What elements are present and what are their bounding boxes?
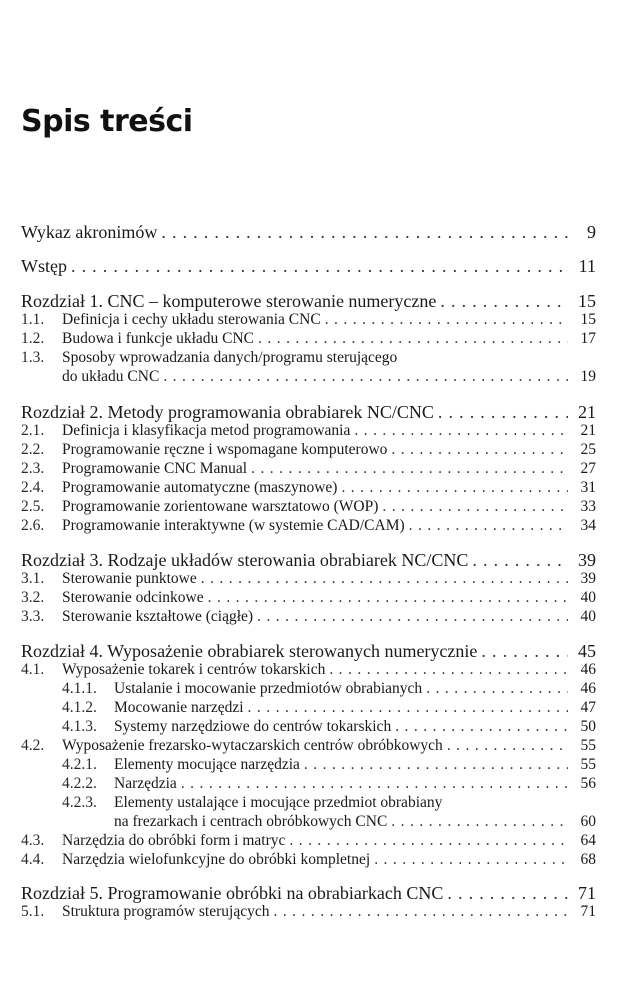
dot-leader [329,660,568,680]
toc-chapter-entry[interactable] [21,402,596,422]
toc-entry[interactable] [21,902,596,922]
toc-entry[interactable] [21,516,596,536]
dot-leader [325,310,568,330]
dot-leader [208,588,568,608]
dot-leader [391,812,568,832]
toc-entry-title: Rozdział 2. Metody programowania obrabiarek NC/CNC [21,402,434,422]
dot-leader [354,421,568,441]
toc-entry-number: 2.3. [21,460,45,477]
toc-entry-number: 2.2. [21,441,45,458]
toc-entry-title: Sterowanie punktowe [62,570,197,587]
toc-entry-title: Ustalanie i mocowanie przedmiotów obrabianych [114,680,423,697]
toc-entry[interactable] [21,478,596,498]
toc-entry-title: na frezarkach i centrach obróbkowych CNC [114,813,388,830]
toc-entry-number: 2.1. [21,422,45,439]
dot-leader [374,850,568,870]
toc-entry[interactable] [21,793,596,813]
toc-chapter-entry[interactable] [21,641,596,661]
dot-leader [391,440,568,460]
toc-entry-title: Struktura programów sterujących [62,903,270,920]
toc-entry-number: 3.3. [21,608,45,625]
toc-entry[interactable] [21,755,596,775]
dot-leader [426,679,568,699]
toc-entry[interactable] [21,812,596,832]
toc-entry-number: 1.1. [21,311,45,328]
toc-entry-number: 2.4. [21,479,45,496]
toc-entry-number: 4.1. [21,661,45,678]
toc-entry-title: Elementy ustalające i mocujące przedmiot obrabiany [114,794,443,811]
toc-entry-number: 4.1.3. [62,718,97,735]
toc-page-number: 39 [578,550,596,570]
toc-entry-title: Elementy mocujące narzędzia [114,756,300,773]
toc-entry-title: Programowanie interaktywne (w systemie CAD/CAM) [62,517,405,534]
toc-page-number: 21 [580,422,596,439]
toc-page-number: 68 [580,851,596,868]
toc-entry[interactable] [21,660,596,680]
toc-page-number: 31 [580,479,596,496]
toc-page-number: 34 [580,517,596,534]
dot-leader [258,329,568,349]
toc-entry[interactable] [21,348,596,368]
toc-page-number: 27 [580,460,596,477]
dot-leader [251,459,568,479]
toc-page-number: 33 [580,498,596,515]
dot-leader [447,883,568,903]
toc-entry-number: 4.1.1. [62,680,97,697]
toc-entry[interactable] [21,569,596,589]
toc-page-number: 71 [580,903,596,920]
dot-leader [409,516,568,536]
dot-leader [341,478,568,498]
toc-page-number: 55 [580,756,596,773]
toc-entry[interactable] [21,329,596,349]
toc-page-number: 11 [578,256,596,276]
toc-entry-number: 4.1.2. [62,699,97,716]
dot-leader [447,736,568,756]
toc-chapter-entry[interactable] [21,291,596,311]
toc-entry-number: 4.3. [21,832,45,849]
toc-entry-title: Wykaz akronimów [21,222,158,242]
toc-entry[interactable] [21,679,596,699]
toc-entry[interactable] [21,497,596,517]
toc-page-number: 15 [580,311,596,328]
toc-entry-title: Sterowanie odcinkowe [62,589,204,606]
toc-entry[interactable] [21,831,596,851]
dot-leader [201,569,568,589]
toc-page-number: 64 [580,832,596,849]
toc-entry-title: Rozdział 5. Programowanie obróbki na obrabiarkach CNC [21,883,444,903]
toc-entry-title: Systemy narzędziowe do centrów tokarskich [114,718,392,735]
toc-entry[interactable] [21,367,596,387]
toc-page-number: 19 [580,368,596,385]
toc-entry-number: 3.2. [21,589,45,606]
dot-leader [273,902,568,922]
toc-page-number: 50 [580,718,596,735]
dot-leader [289,831,568,851]
toc-entry-title: Programowanie automatyczne (maszynowe) [62,479,338,496]
toc-entry[interactable] [21,256,596,276]
toc-entry-number: 4.4. [21,851,45,868]
dot-leader [382,497,568,517]
toc-entry-title: Rozdział 1. CNC – komputerowe sterowanie numeryczne [21,291,437,311]
toc-entry-title: Rozdział 3. Rodzaje układów sterowania obrabiarek NC/CNC [21,550,469,570]
toc-entry-title: Narzędzia [114,775,177,792]
toc-entry[interactable] [21,774,596,794]
toc-entry-title: Sterowanie kształtowe (ciągłe) [62,608,254,625]
toc-entry-title: do układu CNC [62,368,160,385]
toc-entry-number: 4.2.1. [62,756,97,773]
page-title: Spis treści [21,104,193,139]
toc-page-number: 60 [580,813,596,830]
dot-leader [181,774,568,794]
dot-leader [257,607,568,627]
toc-page-number: 47 [580,699,596,716]
toc-page-number: 21 [578,402,596,422]
toc-page-number: 56 [580,775,596,792]
toc-entry-title: Wyposażenie tokarek i centrów tokarskich [62,661,326,678]
toc-entry-title: Wstęp [21,256,67,276]
toc-chapter-entry[interactable] [21,550,596,570]
toc-entry-title: Sposoby wprowadzania danych/programu sterującego [62,349,398,366]
toc-entry-number: 4.2.2. [62,775,97,792]
toc-entry[interactable] [21,588,596,608]
toc-entry-title: Rozdział 4. Wyposażenie obrabiarek sterowanych numerycznie [21,641,478,661]
dot-leader [304,755,568,775]
toc-entry[interactable] [21,607,596,627]
toc-entry-title: Wyposażenie frezarsko-wytaczarskich centrów obróbkowych [62,737,443,754]
toc-page-number: 45 [578,641,596,661]
toc-page-number: 55 [580,737,596,754]
dot-leader [440,291,568,311]
dot-leader [248,698,568,718]
toc-entry-title: Definicja i cechy układu sterowania CNC [62,311,321,328]
toc-page-number: 25 [580,441,596,458]
dot-leader [481,641,568,661]
toc-page-number: 17 [580,330,596,347]
toc-entry[interactable] [21,698,596,718]
toc-page-number: 46 [580,661,596,678]
toc-entry-number: 4.2.3. [62,794,97,811]
toc-entry[interactable] [21,850,596,870]
toc-entry-number: 2.5. [21,498,45,515]
toc-entry-number: 4.2. [21,737,45,754]
toc-page-number: 71 [578,883,596,903]
toc-entry-title: Programowanie ręczne i wspomagane komputerowo [62,441,388,458]
toc-entry-number: 3.1. [21,570,45,587]
toc-page-number: 46 [580,680,596,697]
toc-entry-title: Narzędzia wielofunkcyjne do obróbki kompletnej [62,851,371,868]
toc-entry-number: 1.3. [21,349,45,366]
toc-entry[interactable] [21,310,596,330]
toc-entry[interactable] [21,440,596,460]
toc-chapter-entry[interactable] [21,883,596,903]
dot-leader [472,550,568,570]
toc-entry-title: Mocowanie narzędzi [114,699,244,716]
toc-entry-title: Narzędzia do obróbki form i matryc [62,832,286,849]
toc-page-number: 39 [580,570,596,587]
toc-entry-number: 1.2. [21,330,45,347]
toc-entry-title: Programowanie CNC Manual [62,460,248,477]
dot-leader [395,717,568,737]
toc-entry-number: 2.6. [21,517,45,534]
toc-page-number: 9 [587,222,596,242]
dot-leader [161,222,568,242]
toc-page-number: 15 [578,291,596,311]
toc-entry-title: Definicja i klasyfikacja metod programowania [62,422,351,439]
toc-entry-number: 5.1. [21,903,45,920]
dot-leader [163,367,568,387]
toc-page-number: 40 [580,608,596,625]
toc-entry-title: Programowanie zorientowane warsztatowo (WOP) [62,498,379,515]
toc-entry[interactable] [21,222,596,242]
toc-entry[interactable] [21,459,596,479]
toc-entry[interactable] [21,717,596,737]
toc-page-number: 40 [580,589,596,606]
toc-entry[interactable] [21,421,596,441]
toc-entry-title: Budowa i funkcje układu CNC [62,330,255,347]
toc-entry[interactable] [21,736,596,756]
dot-leader [71,256,568,276]
dot-leader [438,402,568,422]
